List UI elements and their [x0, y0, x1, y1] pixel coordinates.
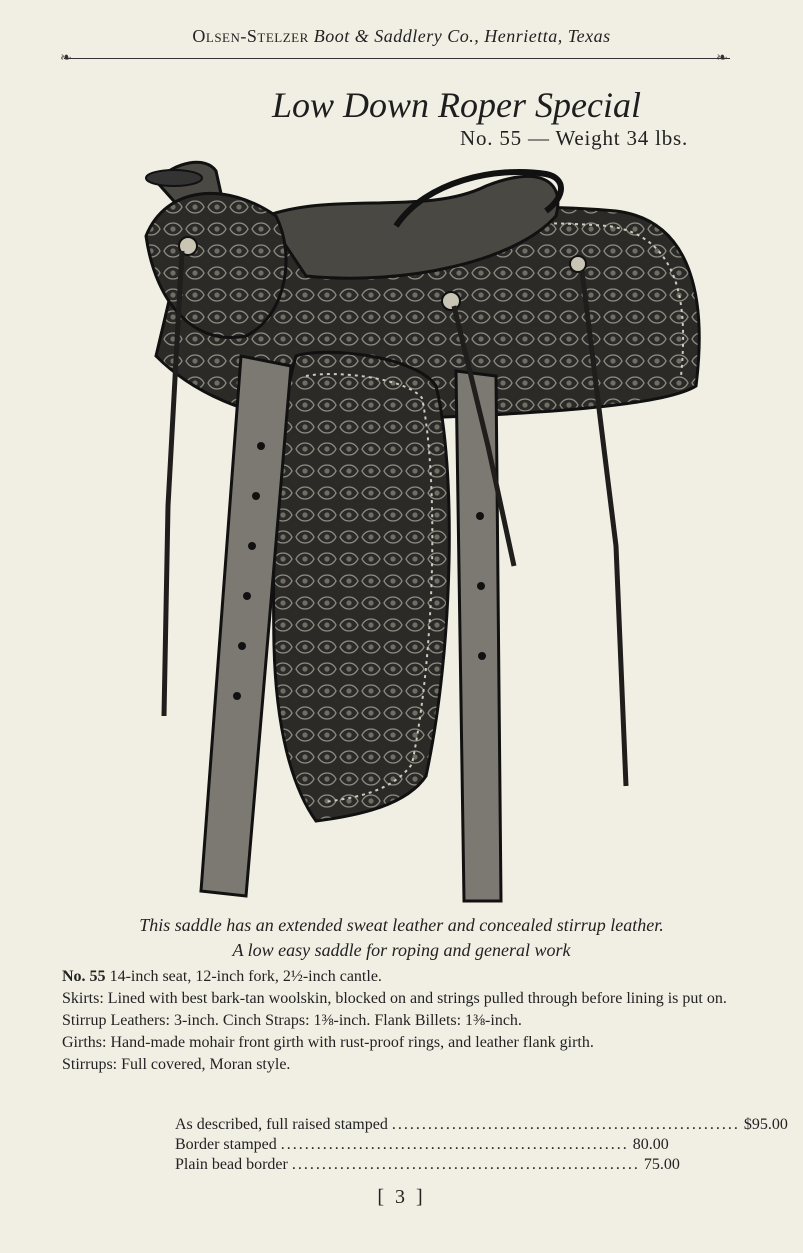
spec-label: Stirrup Leathers:	[62, 1012, 170, 1029]
price-leader: ..........................................................	[280, 1136, 629, 1153]
price-leader: ..........................................................	[291, 1156, 640, 1173]
spec-item	[62, 989, 752, 1009]
model-weight: No. 55 — Weight 34 lbs.	[460, 126, 689, 150]
price-row	[175, 1115, 788, 1135]
company-name: Olsen-Stelzer	[192, 26, 309, 46]
spec-label: No. 55	[62, 968, 106, 985]
price-list	[175, 1115, 788, 1175]
spec-item	[62, 1055, 752, 1075]
spec-item	[62, 1011, 752, 1031]
price-row	[175, 1155, 680, 1175]
spec-list	[62, 967, 752, 1077]
caption-line-1: This saddle has an extended sweat leather and concealed stirrup leather.	[139, 915, 664, 935]
caption-line-2: A low easy saddle for roping and general work	[232, 940, 571, 960]
rule-ornament-right-icon: ❧	[716, 51, 728, 66]
caption	[0, 913, 803, 963]
price-label: Plain bead border	[175, 1156, 288, 1173]
rule-ornament-left-icon: ❧	[60, 51, 72, 66]
spec-text: Hand-made mohair front girth with rust-proof rings, and leather flank girth.	[110, 1034, 594, 1051]
price-amount: 80.00	[632, 1136, 669, 1153]
page-title: Low Down Roper Special	[272, 85, 641, 125]
header-rule	[64, 58, 730, 59]
spec-label: Stirrups:	[62, 1056, 118, 1073]
spec-text: Full covered, Moran style.	[121, 1056, 291, 1073]
price-leader: ..........................................................	[391, 1116, 740, 1133]
spec-item	[62, 1033, 752, 1053]
price-label: Border stamped	[175, 1136, 277, 1153]
spec-text: Lined with best bark-tan woolskin, blocked on and strings pulled through before lining is put on.	[107, 990, 727, 1007]
company-details: Boot & Saddlery Co., Henrietta, Texas	[313, 26, 611, 46]
price-row	[175, 1135, 669, 1155]
saddle-illustration	[96, 86, 716, 906]
price-amount: $95.00	[743, 1116, 788, 1133]
price-amount: 75.00	[643, 1156, 680, 1173]
page-number: [ 3 ]	[377, 1186, 426, 1208]
page-header	[0, 26, 803, 47]
spec-label: Girths:	[62, 1034, 107, 1051]
spec-text: 3-inch. Cinch Straps: 1⅜-inch. Flank Billets: 1⅜-inch.	[173, 1012, 522, 1029]
spec-text: 14-inch seat, 12-inch fork, 2½-inch cantle.	[109, 968, 382, 985]
spec-item	[62, 967, 752, 987]
price-label: As described, full raised stamped	[175, 1116, 388, 1133]
spec-label: Skirts:	[62, 990, 104, 1007]
